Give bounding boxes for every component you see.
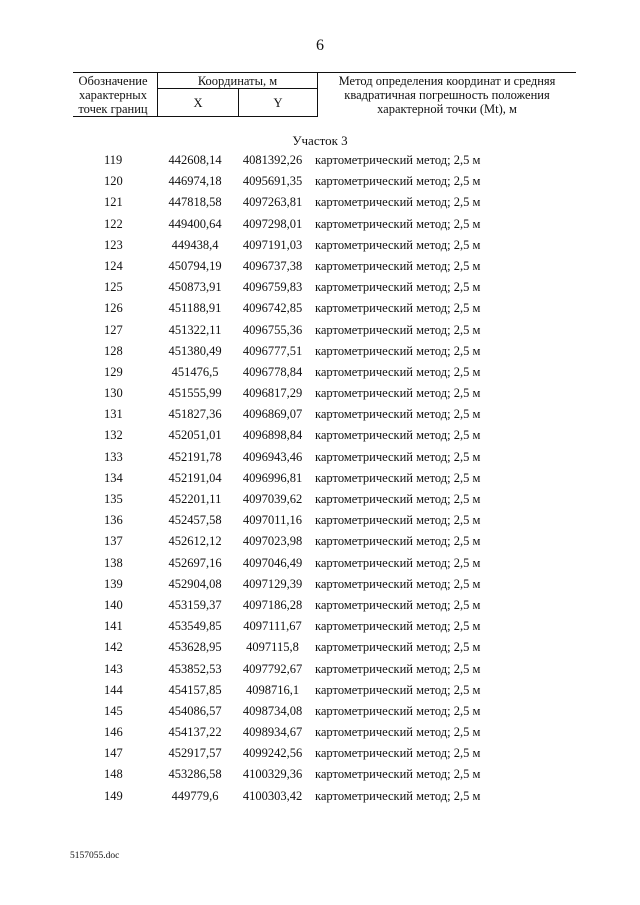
table-row (0, 320, 640, 341)
y-coordinate: 4097011,16 (243, 513, 302, 528)
y-coordinate: 4096943,46 (242, 449, 303, 464)
table-row (0, 701, 640, 722)
y-coordinate: 4096817,29 (242, 386, 303, 401)
x-coordinate: 453628,95 (168, 640, 222, 655)
y-coordinate: 4098934,67 (242, 725, 303, 740)
y-coordinate: 4097191,03 (242, 237, 303, 252)
point-number: 149 (104, 788, 123, 803)
table-row (0, 341, 640, 362)
point-number: 133 (104, 449, 123, 464)
method-value: картометрический метод; 2,5 м (315, 280, 481, 295)
method-header-line: Метод определения координат и средняя (338, 73, 556, 88)
table-row (0, 362, 640, 383)
table-row (0, 277, 640, 298)
x-coordinate: 452917,57 (168, 746, 222, 761)
y-coordinate: 4097039,62 (242, 492, 303, 506)
method-value: картометрический метод; 2,5 м (315, 407, 481, 422)
y-coordinate: 4096755,36 (242, 322, 303, 337)
x-coordinate: 451322,11 (168, 322, 222, 337)
x-coordinate: 452457,58 (168, 513, 222, 528)
point-number: 137 (104, 534, 123, 549)
table-row (0, 616, 640, 637)
table-row (0, 553, 640, 574)
point-number: 147 (104, 746, 123, 761)
table-row (0, 637, 640, 658)
table-row (0, 574, 640, 595)
table-row (0, 404, 640, 425)
y-coordinate: 4096777,51 (242, 343, 303, 358)
table-row (0, 235, 640, 256)
y-coordinate: 4097129,39 (242, 576, 303, 591)
table-row (0, 298, 640, 319)
x-coordinate: 442608,14 (168, 153, 222, 167)
method-value: картометрический метод; 2,5 м (315, 703, 481, 718)
x-coordinate: 452904,08 (168, 576, 222, 591)
x-header: X (158, 89, 239, 117)
method-value: картометрический метод; 2,5 м (315, 725, 481, 740)
x-coordinate: 452612,12 (168, 534, 222, 549)
point-number: 131 (104, 407, 123, 422)
method-value: картометрический метод; 2,5 м (315, 534, 481, 549)
x-coordinate: 452191,04 (168, 470, 222, 485)
method-value: картометрический метод; 2,5 м (315, 237, 481, 252)
x-coordinate: 451476,5 (171, 364, 219, 379)
x-coordinate: 449400,64 (168, 216, 222, 231)
table-row (0, 659, 640, 680)
point-number: 148 (104, 767, 123, 782)
y-coordinate: 4097263,81 (242, 195, 303, 210)
y-header: Y (239, 89, 318, 117)
y-coordinate: 4097298,01 (242, 216, 303, 231)
y-coordinate: 4096737,38 (242, 258, 303, 273)
table-row (0, 489, 640, 510)
table-row (0, 531, 640, 552)
designation-header-line: характерных (79, 87, 147, 102)
method-value: картометрический метод; 2,5 м (315, 322, 481, 337)
table-row (0, 468, 640, 489)
method-header-line: характерной точки (Mt), м (377, 101, 517, 116)
method-value: картометрический метод; 2,5 м (315, 470, 481, 485)
y-coordinate: 4081392,26 (242, 153, 303, 167)
table-row (0, 447, 640, 468)
point-number: 123 (104, 237, 123, 252)
method-value: картометрический метод; 2,5 м (315, 661, 481, 676)
point-number: 119 (104, 153, 123, 167)
point-number: 140 (104, 597, 123, 612)
point-number: 130 (104, 386, 123, 401)
x-coordinate: 453159,37 (168, 597, 222, 612)
y-coordinate: 4096742,85 (242, 301, 303, 316)
section-title: Участок 3 (292, 133, 348, 148)
table-row (0, 192, 640, 213)
point-number: 122 (104, 216, 123, 231)
point-number: 129 (104, 364, 123, 379)
method-value: картометрический метод; 2,5 м (315, 746, 481, 761)
table-row (0, 150, 640, 171)
method-value: картометрический метод; 2,5 м (315, 195, 481, 210)
method-value: картометрический метод; 2,5 м (315, 343, 481, 358)
table-row (0, 425, 640, 446)
table-row (0, 764, 640, 785)
point-number: 144 (104, 682, 123, 697)
y-coordinate: 4097046,49 (242, 555, 303, 570)
y-coordinate: 4098734,08 (242, 703, 303, 718)
x-coordinate: 452191,78 (168, 449, 222, 464)
method-value: картометрический метод; 2,5 м (315, 492, 481, 506)
x-coordinate: 454086,57 (168, 703, 222, 718)
table-row (0, 722, 640, 743)
x-coordinate: 450873,91 (168, 280, 222, 295)
x-coordinate: 453549,85 (168, 619, 222, 634)
designation-header-line: точек границ (78, 101, 148, 116)
document-filename: 5157055.doc (70, 851, 120, 861)
method-value: картометрический метод; 2,5 м (315, 619, 481, 634)
method-value: картометрический метод; 2,5 м (315, 682, 481, 697)
y-coordinate: 4096996,81 (242, 470, 303, 485)
point-number: 142 (104, 640, 123, 655)
method-value: картометрический метод; 2,5 м (315, 788, 481, 803)
method-value: картометрический метод; 2,5 м (315, 364, 481, 379)
y-coordinate: 4100303,42 (242, 788, 303, 803)
coordinates-list (0, 150, 640, 807)
method-value: картометрический метод; 2,5 м (315, 258, 481, 273)
point-number: 138 (104, 555, 123, 570)
table-row (0, 680, 640, 701)
y-coordinate: 4097186,28 (242, 597, 303, 612)
point-number: 135 (104, 492, 123, 506)
point-number: 127 (104, 322, 123, 337)
y-coordinate: 4097792,67 (242, 661, 303, 676)
y-coordinate: 4096898,84 (242, 428, 303, 443)
method-header-line: квадратичная погрешность положения (344, 87, 550, 102)
point-number: 145 (104, 703, 123, 718)
x-coordinate: 452051,01 (168, 428, 222, 443)
x-coordinate: 453852,53 (168, 661, 222, 676)
method-value: картометрический метод; 2,5 м (315, 576, 481, 591)
y-coordinate: 4096759,83 (242, 280, 303, 295)
point-number: 143 (104, 661, 123, 676)
method-value: картометрический метод; 2,5 м (315, 153, 481, 167)
y-coordinate: 4097023,98 (242, 534, 303, 549)
x-coordinate: 446974,18 (168, 174, 222, 189)
table-row (0, 383, 640, 404)
method-value: картометрический метод; 2,5 м (315, 640, 481, 655)
table-header (73, 72, 576, 117)
method-value: картометрический метод; 2,5 м (315, 174, 481, 189)
x-coordinate: 452201,11 (168, 492, 222, 506)
method-value: картометрический метод; 2,5 м (315, 767, 481, 782)
y-coordinate: 4100329,36 (242, 767, 303, 782)
point-number: 139 (104, 576, 123, 591)
x-coordinate: 451188,91 (168, 301, 222, 316)
y-coordinate: 4096869,07 (242, 407, 303, 422)
x-coordinate: 449779,6 (171, 788, 219, 803)
method-header (318, 73, 577, 117)
table-row (0, 214, 640, 235)
designation-header-line: Обозначение (78, 73, 148, 88)
point-number: 136 (104, 513, 123, 528)
table-row (0, 786, 640, 807)
method-value: картометрический метод; 2,5 м (315, 216, 481, 231)
x-coordinate: 447818,58 (168, 195, 222, 210)
point-number: 125 (104, 280, 123, 295)
method-value: картометрический метод; 2,5 м (315, 428, 481, 443)
method-value: картометрический метод; 2,5 м (315, 449, 481, 464)
y-coordinate: 4097115,8 (246, 640, 299, 655)
point-number: 121 (104, 195, 123, 210)
method-value: картометрический метод; 2,5 м (315, 386, 481, 401)
page-number: 6 (316, 37, 324, 54)
x-coordinate: 451380,49 (168, 343, 222, 358)
method-value: картометрический метод; 2,5 м (315, 597, 481, 612)
point-number: 132 (104, 428, 123, 443)
point-number: 146 (104, 725, 123, 740)
point-number: 124 (104, 258, 123, 273)
table-row (0, 510, 640, 531)
x-coordinate: 449438,4 (171, 237, 219, 252)
x-coordinate: 454137,22 (168, 725, 222, 740)
point-number: 141 (104, 619, 123, 634)
x-coordinate: 451555,99 (168, 386, 222, 401)
table-row (0, 256, 640, 277)
y-coordinate: 4098716,1 (245, 682, 300, 697)
designation-header (73, 73, 158, 117)
x-coordinate: 453286,58 (168, 767, 222, 782)
y-coordinate: 4095691,35 (242, 174, 303, 189)
point-number: 126 (104, 301, 123, 316)
method-value: картометрический метод; 2,5 м (315, 555, 481, 570)
x-coordinate: 451827,36 (168, 407, 222, 422)
x-coordinate: 454157,85 (168, 682, 222, 697)
table-row (0, 743, 640, 764)
method-value: картометрический метод; 2,5 м (315, 513, 481, 528)
method-value: картометрический метод; 2,5 м (315, 301, 481, 316)
coordinates-header: Координаты, м (158, 73, 318, 89)
table-row (0, 595, 640, 616)
y-coordinate: 4097111,67 (243, 619, 302, 634)
x-coordinate: 452697,16 (168, 555, 222, 570)
table-row (0, 171, 640, 192)
point-number: 120 (104, 174, 123, 189)
point-number: 128 (104, 343, 123, 358)
point-number: 134 (104, 470, 123, 485)
y-coordinate: 4096778,84 (242, 364, 303, 379)
x-coordinate: 450794,19 (168, 258, 222, 273)
y-coordinate: 4099242,56 (242, 746, 303, 761)
